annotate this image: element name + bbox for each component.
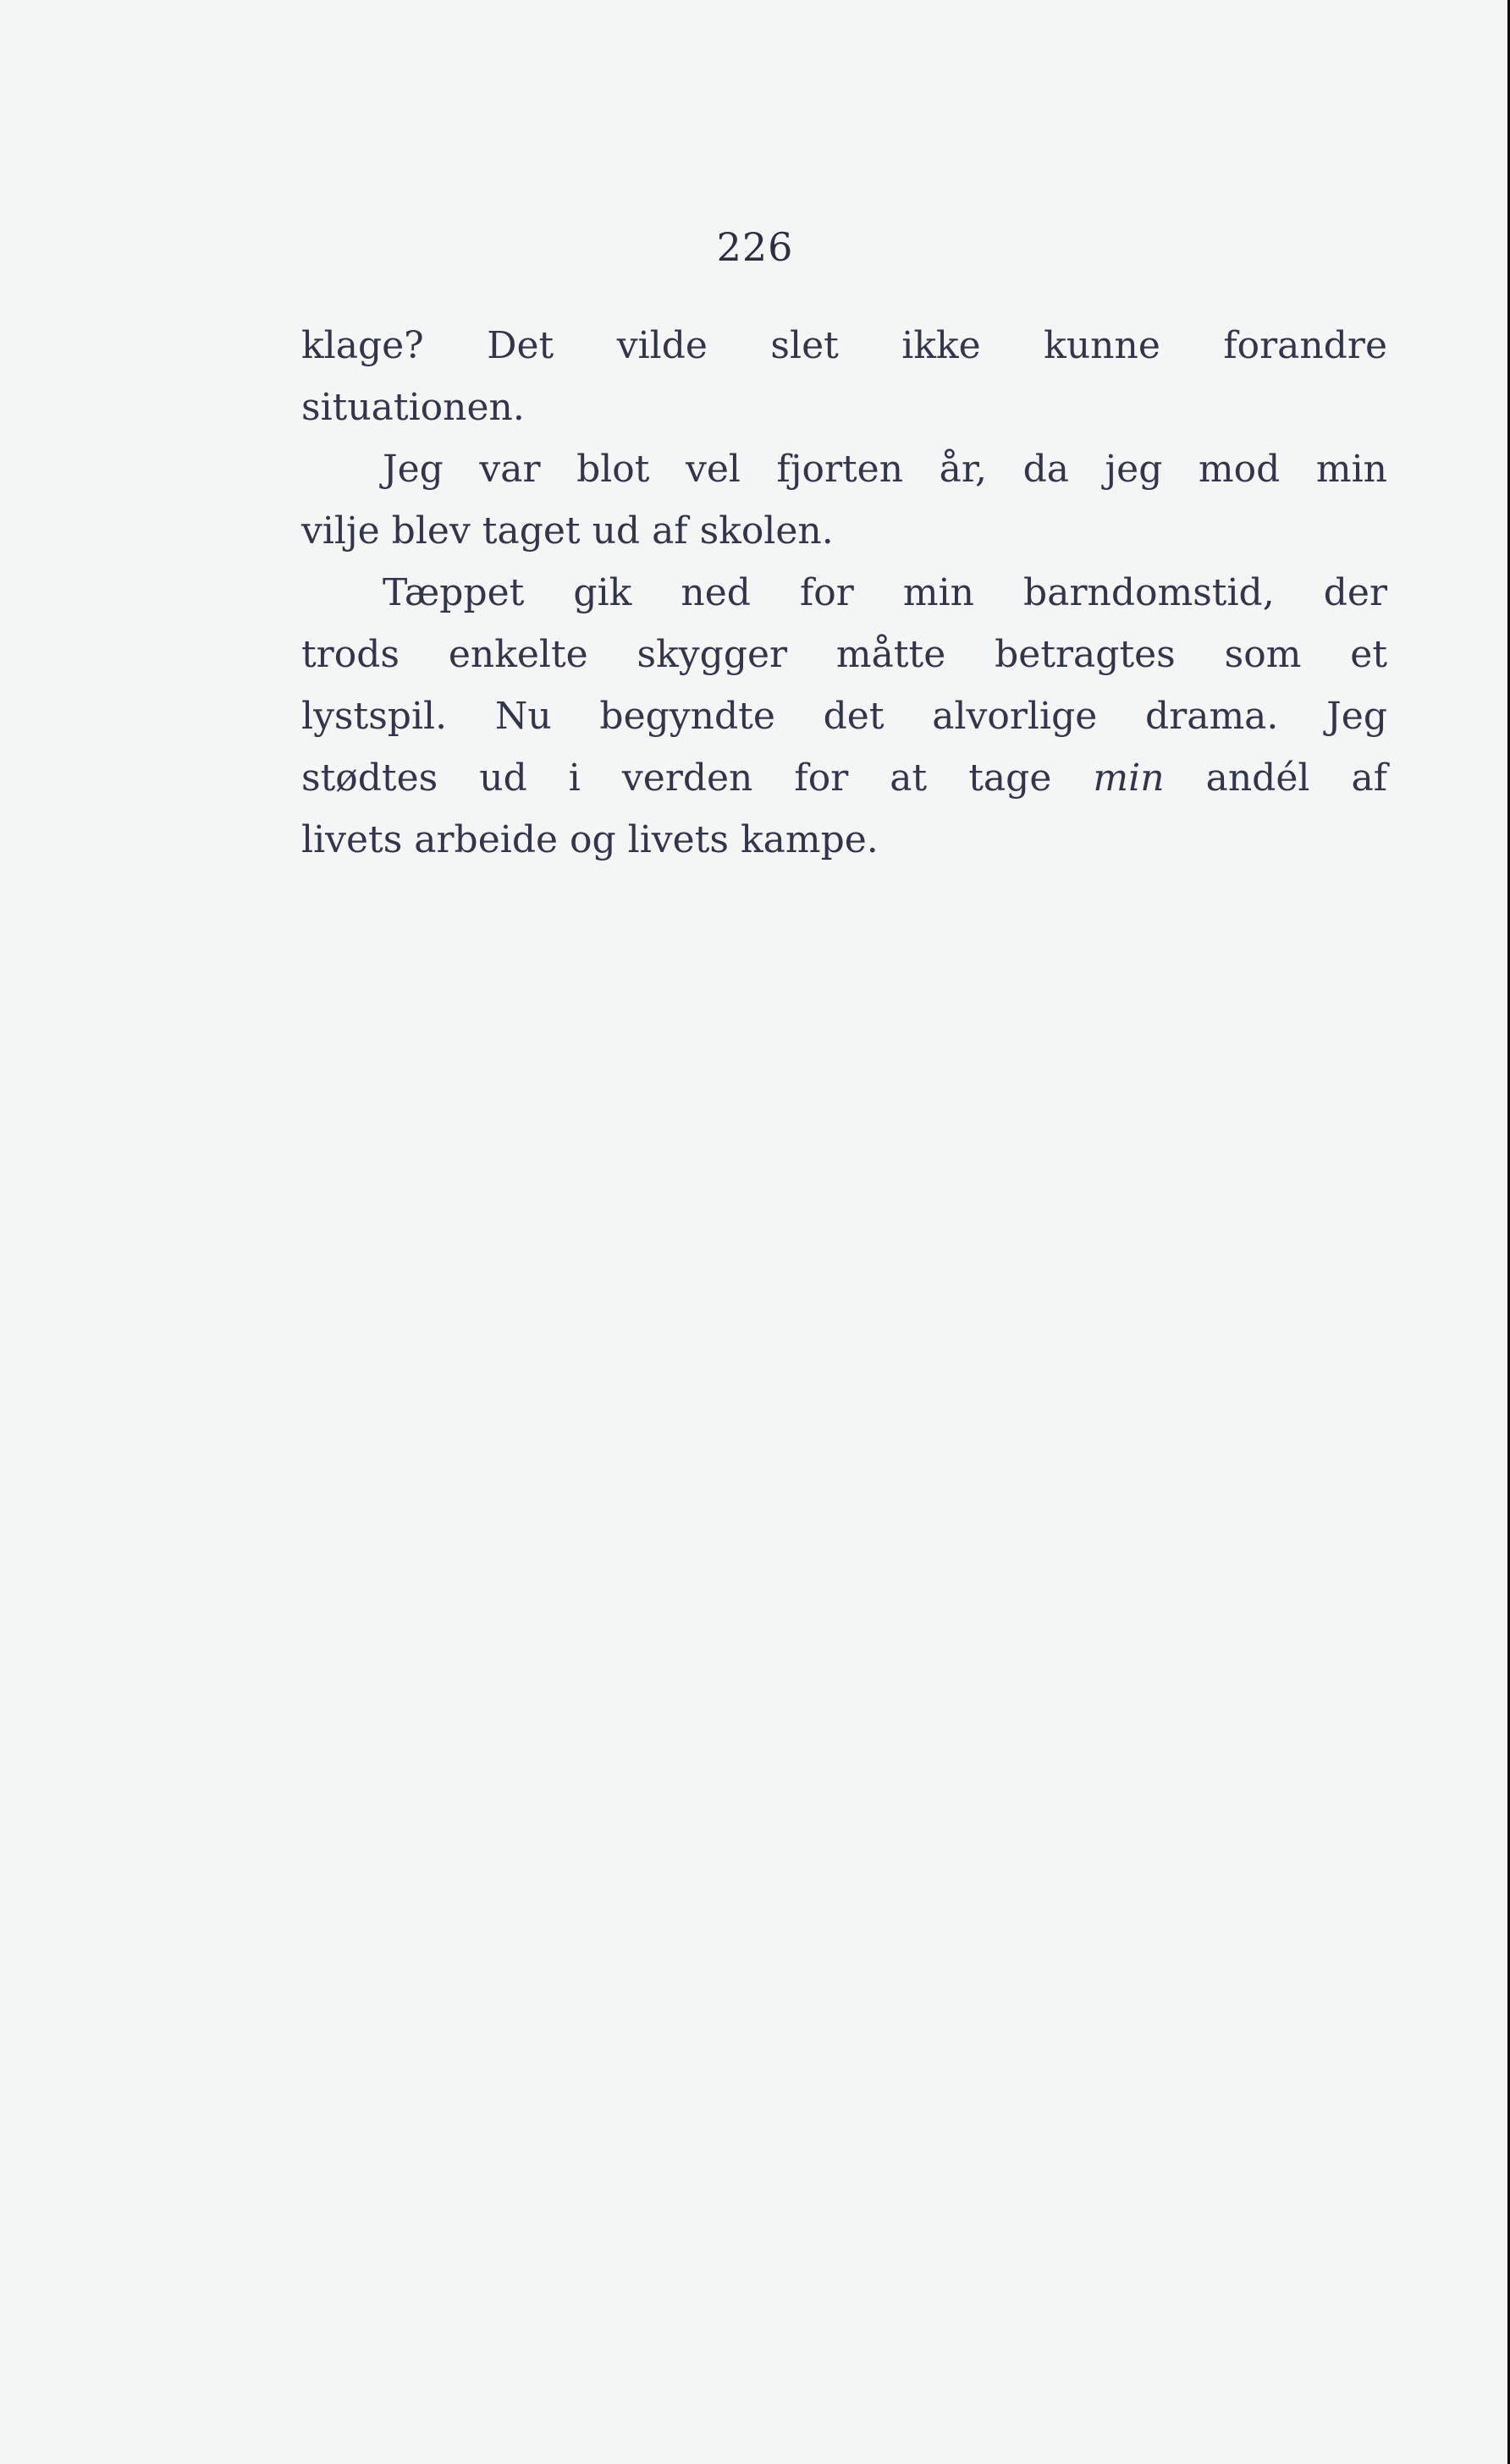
text-line: lystspil. Nu begyndte det alvorlige drama. Jeg [301, 695, 1387, 738]
text-line: situationen. [301, 386, 525, 429]
page-number: 226 [716, 224, 794, 270]
emphasized-word: min [1093, 756, 1165, 800]
text-segment: andél af [1164, 756, 1387, 800]
text-line: Jeg var blot vel fjorten år, da jeg mod min [383, 448, 1387, 491]
text-line: vilje blev taget ud af skolen. [301, 509, 834, 553]
text-line: livets arbeide og livets kampe. [301, 818, 879, 861]
text-line-with-emphasis [301, 747, 1387, 809]
text-segment: stødtes ud i verden for at tage [301, 756, 1094, 800]
body-text [301, 315, 1387, 871]
text-line: Tæppet gik ned for min barndomstid, der [383, 571, 1387, 614]
text-line: trods enkelte skygger måtte betragtes som et [301, 633, 1387, 676]
text-line: klage? Det vilde slet ikke kunne forandre [301, 324, 1387, 367]
